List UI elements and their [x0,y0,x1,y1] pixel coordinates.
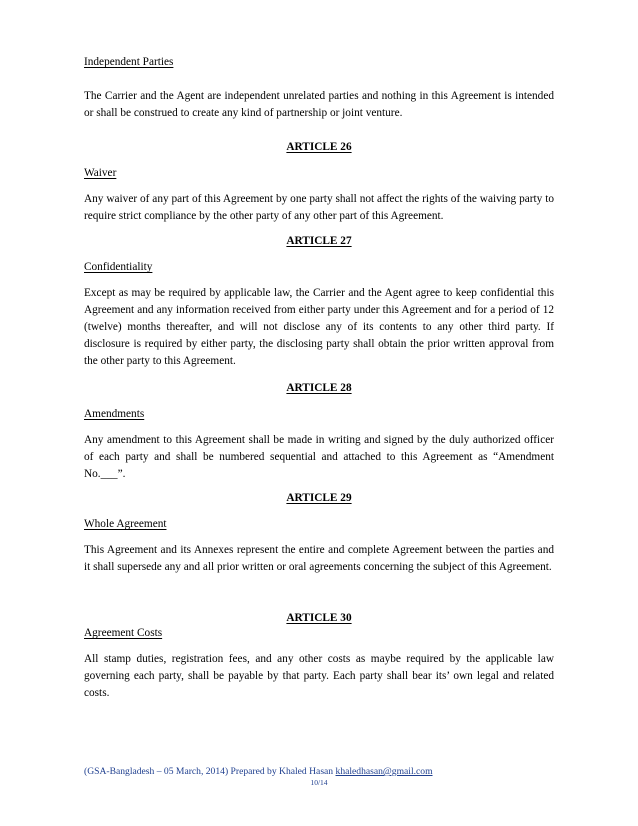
article-28-title: ARTICLE 28 [286,382,352,394]
whole-agreement-heading: Whole Agreement [84,518,167,530]
article-30-title: ARTICLE 30 [286,612,352,624]
waiver-heading: Waiver [84,167,117,179]
whole-agreement-body: This Agreement and its Annexes represent the entire and complete Agreement between the parties and it shall supersede any and all prior written or oral agreements concerning the subject of this Agreement. [84,544,554,573]
footer-email-link[interactable]: khaledhasan@gmail.com [335,766,433,777]
article-26-title: ARTICLE 26 [286,141,352,153]
footer-line [84,766,554,778]
agreement-costs-body: All stamp duties, registration fees, and any other costs as maybe required by the applicable law governing each party, shall be payable by that party. Each party shall bear its’ own legal and related costs. [84,653,554,699]
page-number: 10/14 [310,778,328,787]
article-29-title: ARTICLE 29 [286,492,352,504]
agreement-costs-heading: Agreement Costs [84,627,163,639]
amendments-heading: Amendments [84,408,145,420]
article-27-title: ARTICLE 27 [286,235,352,247]
footer-text: (GSA-Bangladesh – 05 March, 2014) Prepared by Khaled Hasan [84,766,336,777]
amendments-body: Any amendment to this Agreement shall be made in writing and signed by the duly authorized officer of each party and shall be numbered sequential and attached to this Agreement as “Amendment No.___”. [84,434,554,480]
confidentiality-heading: Confidentiality [84,261,153,273]
confidentiality-body: Except as may be required by applicable law, the Carrier and the Agent agree to keep confidential this Agreement and any information received from either party under this Agreement and for a period of 12 (twelve) months thereafter, and will not disclose any of its contents to any other third party. If disclosure is required by either party, the disclosing party shall obtain the prior written approval from the other party to this Agreement. [84,287,554,367]
independent-parties-heading: Independent Parties [84,56,174,68]
independent-parties-body: The Carrier and the Agent are independent unrelated parties and nothing in this Agreement is intended or shall be construed to create any kind of partnership or joint venture. [84,90,554,119]
waiver-body: Any waiver of any part of this Agreement by one party shall not affect the rights of the waiving party to require strict compliance by the other party of any other part of this Agreement. [84,193,554,222]
